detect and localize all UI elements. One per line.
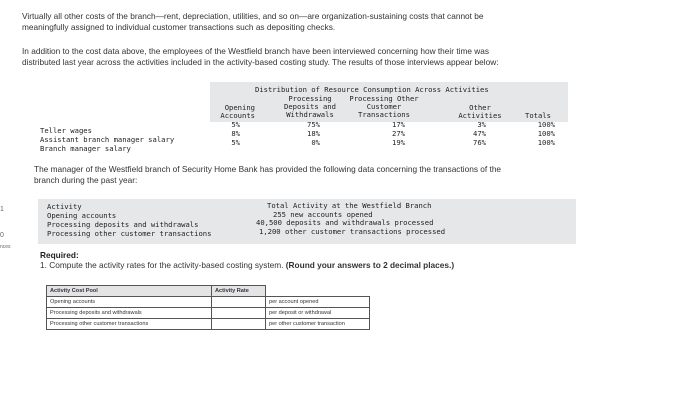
activity-row-label: Processing other customer transactions xyxy=(47,229,212,238)
cell-deposits: 0% xyxy=(311,138,320,147)
cell-opening: 5% xyxy=(231,138,240,147)
activity-row-value: 255 new accounts opened xyxy=(273,210,373,219)
cell-total: 100% xyxy=(537,120,555,129)
col-activity-rate: Activity Rate xyxy=(212,286,266,297)
unit-label: per other customer transaction xyxy=(266,319,370,330)
cell-other: 76% xyxy=(473,138,486,147)
header-opening: Opening Accounts xyxy=(220,103,255,120)
col-activity-cost-pool: Activity Cost Pool xyxy=(47,286,212,297)
cell-deposits: 75% xyxy=(307,120,320,129)
cell-other: 3% xyxy=(477,120,486,129)
cell-total: 100% xyxy=(537,129,555,138)
cell-customer: 17% xyxy=(392,120,405,129)
cell-deposits: 18% xyxy=(307,129,320,138)
activity-row-label: Opening accounts xyxy=(47,211,117,220)
unit-label: per deposit or withdrawal xyxy=(266,308,370,319)
edge-mark-1: 1 xyxy=(0,206,4,213)
answer-table-header xyxy=(47,286,370,297)
header-totals: Totals xyxy=(525,111,551,120)
manager-line-1: The manager of the Westfield branch of Security Home Bank has provided the following data concerning the transactions of the xyxy=(34,164,502,174)
cell-customer: 27% xyxy=(392,129,405,138)
required-label: Required: xyxy=(40,250,79,260)
edge-mark-3: nces xyxy=(0,244,11,250)
activity-row-label: Processing deposits and withdrawals xyxy=(47,220,199,229)
row-label: Teller wages xyxy=(40,126,92,135)
intro-line-3: In addition to the cost data above, the employees of the Westfield branch have been interviewed concerning how their time was xyxy=(22,46,490,56)
unit-label: per account opened xyxy=(266,297,370,308)
cell-other: 47% xyxy=(473,129,486,138)
rate-input-other-transactions[interactable] xyxy=(212,319,266,330)
pool-label: Opening accounts xyxy=(47,297,212,308)
cell-customer: 19% xyxy=(392,138,405,147)
table-row xyxy=(47,319,370,330)
table-row xyxy=(47,297,370,308)
intro-line-1: Virtually all other costs of the branch—rent, depreciation, utilities, and so on—are organization-sustaining costs that cannot be xyxy=(22,11,484,21)
row-label: Branch manager salary xyxy=(40,144,131,153)
rate-input-opening-accounts[interactable] xyxy=(212,297,266,308)
col-unit xyxy=(266,286,370,297)
row-label: Assistant branch manager salary xyxy=(40,135,175,144)
cell-total: 100% xyxy=(537,138,555,147)
required-question xyxy=(40,260,680,271)
activity-row-value: 1,200 other customer transactions processed xyxy=(259,227,446,236)
cell-opening: 8% xyxy=(231,129,240,138)
header-other: Other Activities xyxy=(458,103,502,120)
question-text: 1. Compute the activity rates for the activity-based costing system. xyxy=(40,260,286,270)
manager-line-2: branch during the past year: xyxy=(34,174,138,185)
header-deposits: Processing Deposits and Withdrawals xyxy=(284,94,336,119)
intro-line-2: meaningfully assigned to individual customer transactions such as depositing checks. xyxy=(22,21,336,32)
rate-input-deposits-withdrawals[interactable] xyxy=(212,308,266,319)
edge-mark-2: 0 xyxy=(0,232,4,239)
activity-header-left: Activity xyxy=(47,202,82,211)
intro-line-4: distributed last year across the activities included in the activity-based costing study. The results of those interviews appear below: xyxy=(22,56,499,67)
activity-header-right: Total Activity at the Westfield Branch xyxy=(267,201,432,210)
answer-table xyxy=(46,285,370,330)
distribution-title: Distribution of Resource Consumption Across Activities xyxy=(255,85,489,94)
table-row xyxy=(47,308,370,319)
question-rounding-note: (Round your answers to 2 decimal places.) xyxy=(285,260,455,270)
pool-label: Processing other customer transactions xyxy=(47,319,212,330)
pool-label: Processing deposits and withdrawals xyxy=(47,308,212,319)
activity-row-value: 40,500 deposits and withdrawals processed xyxy=(256,218,434,227)
header-customer: Processing Other Customer Transactions xyxy=(349,94,419,119)
cell-opening: 5% xyxy=(231,120,240,129)
